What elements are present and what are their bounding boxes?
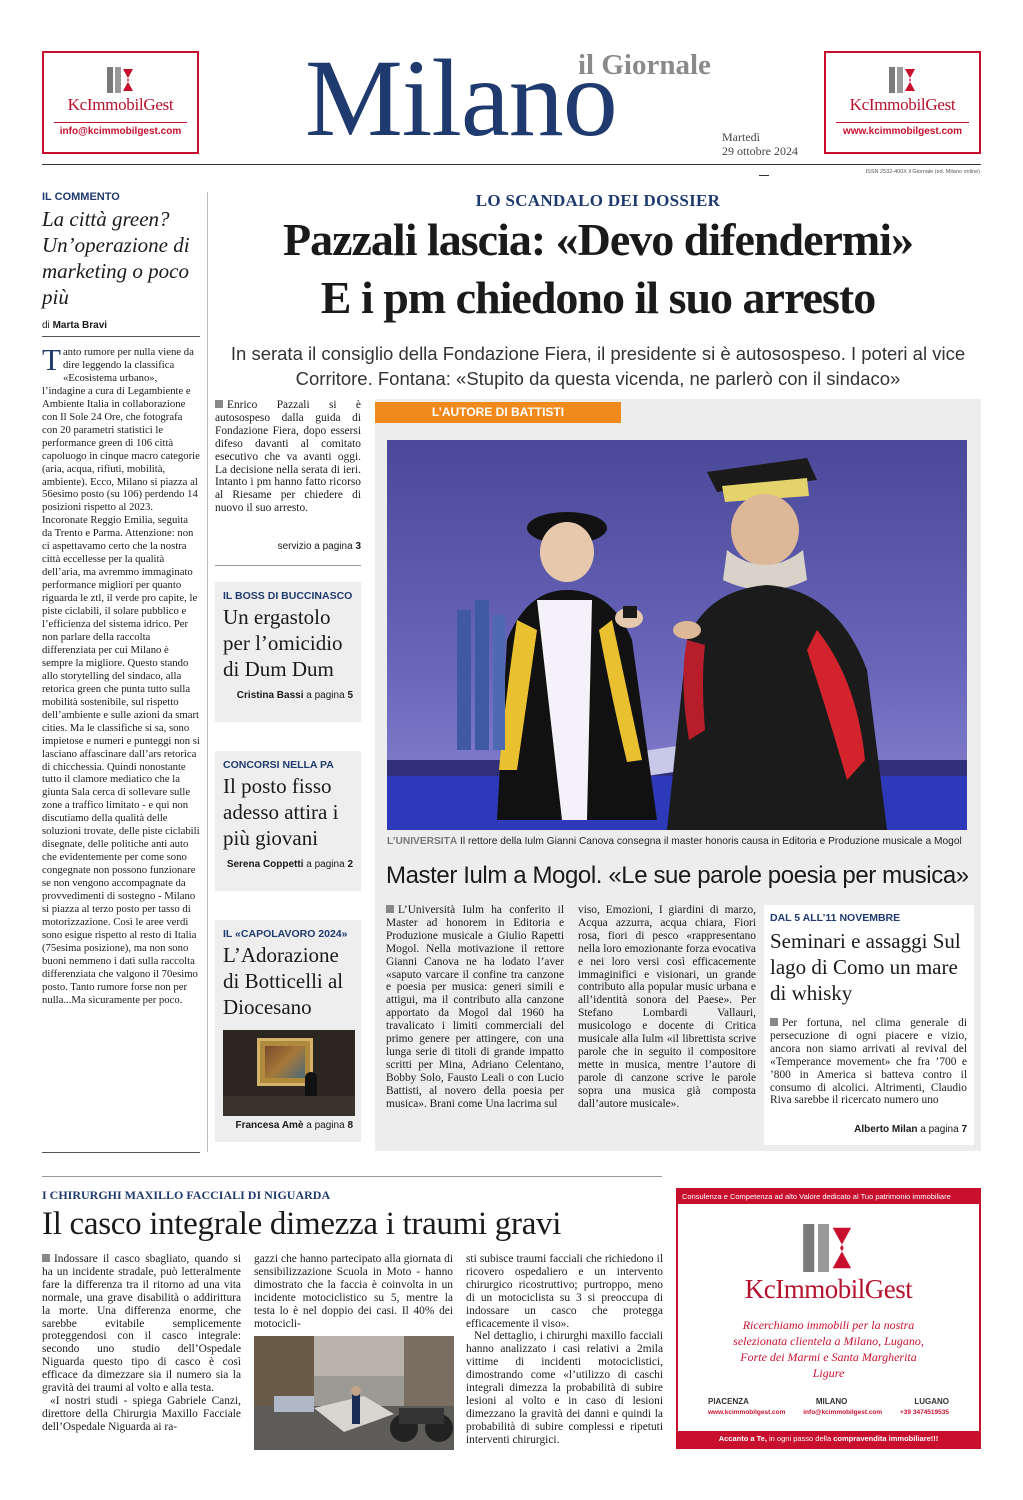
- bottom-col2: [254, 1253, 453, 1330]
- lead-ref-page: 3: [355, 541, 361, 552]
- bottom-col2-text: gazzi che hanno partecipato alla giornata di sensibilizzazione Scuola in Moto - hanno dimostrato che la faccia è coinvolta in un incidente motociclistico su 5, mentre la testa lo è nel doppio dei casi. Il 40% dei motocicli-: [254, 1253, 453, 1330]
- lead-body: [215, 399, 361, 515]
- bottom-col3-text: sti subisce traumi facciali che richiedono il ricovero ospedaliero e un intervento chirurgico ricostruttivo; purtroppo, meno di un motociclista su 3 si preoccupa di indossare un casco che protegga efficacemente il viso».: [466, 1253, 663, 1330]
- bottom-col3b-text: Nel dettaglio, i chirurghi maxillo facciali hanno analizzato i casi relativi a 2mila vittime di incidenti motociclistici, dimostrando come «l’utilizzo di caschi integrali dimezza la probabilità di subire lesioni al volto e in caso di lesioni dimezzano la gravità dei danni e quindi la probabilità di subire complessi e ripetuti interventi chirurgici.: [466, 1330, 663, 1446]
- bullet-icon: [386, 905, 394, 913]
- ad-bottom-contacts[interactable]: [708, 1409, 949, 1416]
- side-box-3[interactable]: [215, 920, 361, 1142]
- lead-subhead: In serata il consiglio della Fondazione Fiera, il presidente si è autosospeso. I poteri al vice Corritore. Fontana: «Stupito da questa vicenda, ne parlerò con il sindaco»: [230, 343, 966, 389]
- ad-bottom-slogan: Ricerchiamo immobili per la nostra selezionata clientela a Milano, Lugano, Forte dei Marmi e Santa Margherita Ligure: [733, 1318, 924, 1380]
- ad-right[interactable]: [824, 51, 981, 154]
- kc-logo-icon: [826, 67, 979, 93]
- side-2-author: Serena Coppetti: [226, 859, 304, 870]
- commento-title[interactable]: La città green? Un’operazione di marketing o poco più: [42, 207, 190, 309]
- side-3-byline: [223, 1120, 353, 1131]
- city-piacenza: PIACENZA: [708, 1397, 749, 1406]
- feature-col1-text: L’Università Iulm ha conferito il Master ad honorem in Editoria e Produzione musicale a Giulio Rapetti Mogol. Nella motivazione il rettore Gianni Canova ne ha lodato l’aver «saputo varcare il confine tra canzone e poesia per musica: generi simili e attigui, ma il contributo alla canzone apportato da Mogol dal 1960 ha travalicato i limiti commerciali del primo genere per attingere, con una lunga serie di titoli di grande impatto scritti per Mina, Adriano Celentano, Bobby Solo, Fausto Leali o con Lucio Battisti, al novero della poesia per musica». Brani come Una lacrima sul: [386, 904, 564, 1110]
- side-box-1[interactable]: [215, 582, 361, 722]
- side-3-author: Francesa Amè: [235, 1120, 304, 1131]
- ad-phone[interactable]: +39 3474519535: [900, 1409, 949, 1416]
- lead-kicker: LO SCANDALO DEI DOSSIER: [475, 191, 721, 210]
- ad-bottom-top: Consulenza e Competenza ad alto Valore dedicato al Tuo patrimonio immobiliare: [678, 1190, 979, 1204]
- bottom-headline[interactable]: Il casco integrale dimezza i traumi gravi: [42, 1206, 562, 1242]
- mogol-photo: [387, 440, 967, 830]
- kc-logo-icon: [44, 67, 197, 93]
- side-1-kicker: IL BOSS DI BUCCINASCO: [223, 590, 353, 602]
- caption-text: Il rettore della Iulm Gianni Canova consegna il master honoris causa in Editoria e Produzione musicale a Mogol: [460, 836, 962, 847]
- whisky-ref: a pagina: [920, 1124, 959, 1135]
- masthead-date: 29 ottobre 2024: [722, 144, 798, 158]
- feature-col2-text: viso, Emozioni, I giardini di marzo, Acqua azzurra, acqua chiara, Fiori rosa, fiori di pesco «rappresentano nella loro emozionante forza evocativa e nei loro versi così efficacemente immaginifici e visionari, un grande contributo alla popular music urbana e all’identità sonora del Paese». Per Stefano Lombardi Vallauri, musicologo e docente di Critica musicale alla Iulm «il librettista scrive parole che in seguito il compositore mette in musica, mentre l’autore di parole di canzone scrive le parole sopra una musica già composta dall’autore musicale».: [578, 904, 756, 1110]
- by-prefix: di: [42, 320, 50, 331]
- lead-ref[interactable]: [215, 541, 361, 552]
- side-1-ref: a pagina: [306, 690, 345, 701]
- feature-col1: [386, 904, 564, 1111]
- ad-right-brand: KcImmobilGest: [849, 95, 956, 114]
- commento-author: Marta Bravi: [52, 320, 108, 331]
- side-box-2[interactable]: [215, 751, 361, 891]
- city-lugano: LUGANO: [914, 1397, 949, 1406]
- whisky-page: 7: [961, 1124, 967, 1135]
- ad-bottom[interactable]: [676, 1188, 981, 1449]
- side-1-author: Cristina Bassi: [236, 690, 304, 701]
- botticelli-photo: [223, 1030, 355, 1116]
- footer-b: in ogni passo della: [769, 1434, 832, 1443]
- whisky-title[interactable]: Seminari e assaggi Sul lago di Como un mare di whisky: [770, 929, 961, 1005]
- masthead-title: Milano: [305, 37, 617, 159]
- side-3-title[interactable]: L’Adorazione di Botticelli al Diocesano: [223, 943, 344, 1019]
- ad-web[interactable]: www.kcimmobilgest.com: [708, 1409, 786, 1416]
- dropcap: T: [42, 342, 61, 377]
- commento-byline: [42, 320, 107, 331]
- side-2-ref: a pagina: [306, 859, 345, 870]
- ad-left-contact[interactable]: info@kcimmobilgest.com: [54, 122, 187, 137]
- commento-kicker: IL COMMENTO: [42, 191, 120, 203]
- masthead-small: il Giornale: [578, 49, 711, 81]
- feature-tag: L’AUTORE DI BATTISTI: [375, 402, 621, 423]
- commento-body: [42, 342, 200, 1007]
- side-3-kicker: IL «CAPOLAVORO 2024»: [223, 928, 348, 940]
- photo-caption: [387, 836, 967, 847]
- whisky-byline: [770, 1124, 967, 1135]
- side-2-byline: [223, 859, 353, 870]
- commento-text: anto rumore per nulla viene da dire leggendo la classifica «Ecosistema urbano», l’indagine a cura di Legambiente e Ambiente Italia in collaborazione con Il Sole 24 Ore, che fotografa con 20 parametri statistici le performance green di 106 città capoluogo in cinque macro categorie (aria, acqua, rifiuti, mobilità, ambiente). Ecco, Milano si piazza al 56esimo posto (su 106) perdendo 14 posizioni rispetto al 2023. Incoronate Reggio Emilia, seguita da Trento e Parma. Attenzione: non ci aspettavamo certo che la nostra città eccellesse per la qualità dell’aria, ma avremmo immaginato performance migliori per quanto riguarda le ztl, il verde pro capite, le piste ciclabili, il solare pubblico e l’efficienza del sistema idrico. Per non parlare della raccolta differenziata per cui Milano è sempre la migliore. Questo stando allo storytelling del sindaco, alla retorica green che punta tutto sulla mobilità sostenibile, sul rispetto dell’ambiente e sulle azioni da smart cities. Ma le classifiche si sa, sono impietose e numeri e punteggi non si lasciano affascinare dall’ars retorica di chicchessia. Quindi nonostante tutto il clamore mediatico che la giunta Sala cerca di sollevare sulle zone a traffico limitato - e qui non discutiamo della qualità delle soluzioni trovate, delle piste ciclabili disegnate, delle politiche anti auto che evidentemente per come sono congegnate non possono funzionare se non vengono accompagnate da provvedimenti di sostegno - Milano si piazza al terzo posto per tasso di motorizzazione. Così le aree verdi sono esigue rispetto al resto di Italia (75esima posizione), ma non sono buoni nemmeno i dati sulla raccolta differenziata che valgono il 70esimo posto. Tanto rumore forse non per nulla...Ma sicuramente per poco.: [42, 346, 200, 1006]
- whisky-body: [770, 1017, 967, 1107]
- bottom-col3: [466, 1253, 663, 1447]
- bullet-icon: [770, 1018, 778, 1026]
- bullet-icon: [215, 400, 223, 408]
- footer-c: compravendita immobiliare!!!: [833, 1434, 939, 1443]
- ad-bottom-cities: [708, 1397, 949, 1406]
- ad-mail[interactable]: info@kcimmobilgest.com: [803, 1409, 883, 1416]
- bullet-icon: [42, 1254, 50, 1262]
- side-3-ref: a pagina: [306, 1120, 345, 1131]
- issn: ISSN 2532-400X il Giornale (ed. Milano online): [865, 169, 980, 175]
- side-3-page: 8: [347, 1120, 353, 1131]
- side-2-kicker: CONCORSI NELLA PA: [223, 759, 334, 771]
- kc-logo-icon: [678, 1224, 979, 1272]
- lead-headline-2[interactable]: E i pm chiedono il suo arresto: [320, 272, 876, 323]
- whisky-author: Alberto Milan: [854, 1124, 918, 1135]
- ad-left[interactable]: [42, 51, 199, 154]
- side-1-page: 5: [347, 690, 353, 701]
- lead-text: Enrico Pazzali si è autosospeso dalla guida di Fondazione Fiera, dopo essersi difeso davanti al comitato esecutivo che va avanti oggi. La decisione nella serata di ieri. Intanto i pm hanno fatto ricorso al Riesame per chiedere di nuovo il suo arresto.: [215, 399, 361, 515]
- ad-left-brand: KcImmobilGest: [67, 95, 174, 114]
- footer-a: Accanto a Te,: [718, 1434, 767, 1443]
- ad-right-contact[interactable]: www.kcimmobilgest.com: [836, 122, 969, 137]
- side-1-byline: [223, 690, 353, 701]
- feature-headline[interactable]: Master Iulm a Mogol. «Le sue parole poesia per musica»: [386, 862, 969, 889]
- side-2-page: 2: [347, 859, 353, 870]
- masthead-day: Martedì: [722, 130, 760, 144]
- side-1-title[interactable]: Un ergastolo per l’omicidio di Dum Dum: [223, 605, 343, 681]
- bottom-col1b-text: «I nostri studi - spiega Gabriele Canzi, direttore della Chirurgia Maxillo Facciale dell’Ospedale Niguarda ai ra-: [42, 1394, 241, 1433]
- city-milano: MILANO: [815, 1397, 848, 1406]
- ad-bottom-brand: KcImmobilGest: [744, 1274, 913, 1304]
- ad-bottom-footer: [678, 1431, 979, 1447]
- whisky-text: Per fortuna, nel clima generale di persecuzione di ogni piacere e vizio, ancora non siamo arrivati al revival del «Temperance movement» che fra ’700 e ’800 in America si batteva contro il consumo di alcolici. Altrimenti, Claudio Riva sarebbe il ricercato numero uno: [770, 1017, 967, 1107]
- lead-headline-1[interactable]: Pazzali lascia: «Devo difendermi»: [282, 214, 914, 265]
- bottom-col1: [42, 1253, 241, 1434]
- whisky-kicker: DAL 5 ALL’11 NOVEMBRE: [770, 912, 901, 924]
- side-2-title[interactable]: Il posto fisso adesso attira i più giovani: [223, 774, 339, 850]
- lead-ref-label: servizio a pagina: [277, 541, 353, 552]
- accident-photo: [254, 1336, 454, 1450]
- bottom-col1-text: Indossare il casco sbagliato, quando si ha un incidente stradale, può letteralmente fare la differenza tra il ritorno ad una vita normale, una grave disabilità o addirittura la morte. Una differenza enorme, che sarebbe evitabile semplicemente proteggendosi con il casco integrale: secondo uno studio dell’Ospedale Niguarda questo tipo di casco è così efficace da dimezzare sia il numero sia la gravità dei traumi al volto e alla testa.: [42, 1253, 241, 1395]
- feature-col2: [578, 904, 756, 1111]
- bottom-kicker: I CHIRURGHI MAXILLO FACCIALI DI NIGUARDA: [42, 1188, 331, 1202]
- caption-tag: L’UNIVERSITÀ: [387, 836, 458, 847]
